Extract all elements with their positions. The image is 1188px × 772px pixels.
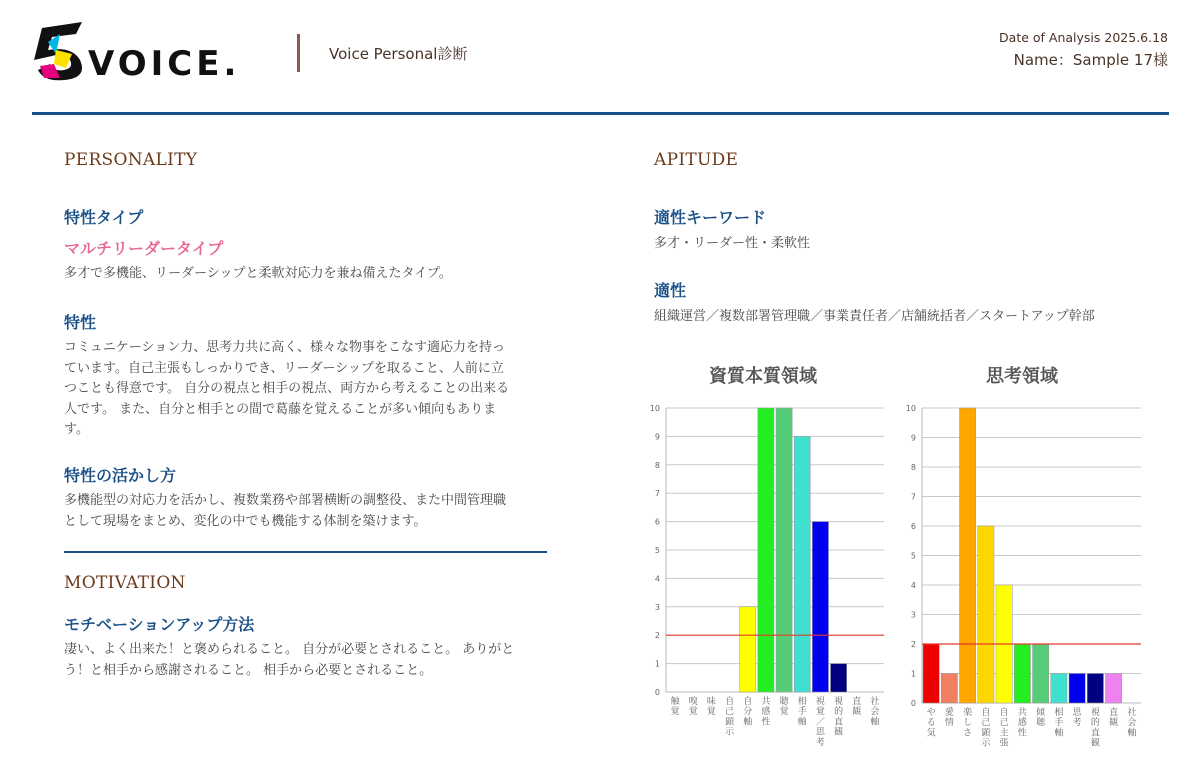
y-tick-label: 1 xyxy=(654,659,660,669)
bar-思考 xyxy=(1069,674,1085,704)
x-tick-label: 共感性 xyxy=(1017,708,1027,739)
bar-直観 xyxy=(1106,674,1122,704)
chart-2-title: 思考領域 xyxy=(986,366,1058,387)
y-tick-label: 9 xyxy=(910,433,916,443)
trait-type-name: マルチリーダータイプ xyxy=(64,239,224,258)
chart-1-title: 資質本質領域 xyxy=(709,366,817,387)
y-tick-label: 4 xyxy=(910,581,916,590)
essence-bar-chart xyxy=(640,395,890,760)
y-tick-label: 3 xyxy=(654,602,660,612)
header-divider xyxy=(297,34,300,72)
y-tick-label: 10 xyxy=(905,404,916,413)
aptitude-keyword-heading: 適性キーワード xyxy=(654,208,767,227)
aptitude-heading: 適性 xyxy=(654,281,687,300)
y-tick-label: 2 xyxy=(654,631,660,641)
y-tick-label: 6 xyxy=(910,522,916,531)
aptitude-keywords: 多才・リーダー性・柔軟性 xyxy=(654,236,811,251)
y-tick-label: 9 xyxy=(654,432,660,442)
report-subtitle: Voice Personal診断 xyxy=(329,45,468,63)
x-tick-label: 社会軸 xyxy=(1127,708,1137,739)
y-tick-label: 4 xyxy=(654,574,660,584)
bar-傾聴 xyxy=(1033,644,1049,703)
x-tick-label: 愛情 xyxy=(944,708,954,729)
x-tick-label: 社会軸 xyxy=(870,697,880,728)
x-tick-label: 嗅覚 xyxy=(688,697,698,718)
x-tick-label: 味覚 xyxy=(706,697,716,718)
x-tick-label: 視的直観 xyxy=(834,697,844,738)
brand-name: VOICE. xyxy=(88,44,241,84)
traits-use-heading: 特性の活かし方 xyxy=(64,466,177,485)
trait-type-heading: 特性タイプ xyxy=(64,208,144,227)
x-tick-label: 楽しさ xyxy=(963,708,973,739)
y-tick-label: 8 xyxy=(654,460,660,470)
traits-use-text: 多機能型の対応力を活かし、複数業務や部署横断の調整役、また中間管理職 として現場をまとめ、変化の中でも機能する体制を築けます。 xyxy=(64,493,507,529)
bar-視的直観 xyxy=(1087,674,1103,704)
x-tick-label: 聴覚 xyxy=(779,697,789,718)
motivation-text: 凄い、よく出来た！と褒められること。 自分が必要とされること。 ありがと う！と相手から感謝されること。 相手から必要とされること。 xyxy=(64,642,515,678)
bar-共感性 xyxy=(758,408,774,692)
bar-やる気 xyxy=(923,644,939,703)
y-tick-label: 2 xyxy=(910,640,916,649)
bar-楽しさ xyxy=(960,408,976,703)
y-tick-label: 7 xyxy=(654,489,660,499)
x-tick-label: 自己主張 xyxy=(999,708,1009,749)
y-tick-label: 8 xyxy=(910,463,916,472)
bar-自分軸 xyxy=(740,607,756,692)
bar-自己顕示 xyxy=(978,526,994,703)
bar-聴覚 xyxy=(776,408,792,692)
y-tick-label: 0 xyxy=(654,688,660,697)
motivation-title: MOTIVATION xyxy=(64,573,186,593)
y-tick-label: 5 xyxy=(910,551,916,561)
x-tick-label: 視覚／思考 xyxy=(815,697,825,748)
aptitude-roles: 組織運営／複数部署管理職／事業責任者／店舗統括者／スタートアップ幹部 xyxy=(654,309,1095,324)
x-tick-label: 共感性 xyxy=(761,697,771,728)
y-tick-label: 5 xyxy=(654,546,660,555)
aptitude-title: APITUDE xyxy=(654,150,739,170)
x-tick-label: 相手軸 xyxy=(1054,708,1064,739)
report-meta xyxy=(999,30,1168,70)
y-tick-label: 0 xyxy=(910,699,916,708)
y-tick-label: 6 xyxy=(654,517,660,527)
y-tick-label: 10 xyxy=(649,404,660,413)
bar-相手軸 xyxy=(794,436,810,692)
bar-愛情 xyxy=(941,674,957,704)
personality-title: PERSONALITY xyxy=(64,150,198,170)
bar-共感性 xyxy=(1014,644,1030,703)
y-tick-label: 7 xyxy=(910,492,916,502)
trait-type-description: 多才で多機能、リーダーシップと柔軟対応力を兼ね備えたタイプ。 xyxy=(64,266,452,281)
x-tick-label: 自己顕示 xyxy=(725,697,735,738)
x-tick-label: 直観 xyxy=(852,697,862,718)
x-tick-label: やる気 xyxy=(926,708,936,739)
bar-視的直観 xyxy=(831,664,847,692)
x-tick-label: 自己顕示 xyxy=(981,708,991,749)
y-tick-label: 3 xyxy=(910,610,916,620)
section-divider xyxy=(64,551,547,553)
bar-視覚／思考 xyxy=(812,522,828,692)
x-tick-label: 傾聴 xyxy=(1036,708,1046,729)
motivation-heading: モチベーションアップ方法 xyxy=(64,615,255,634)
client-name: Name：Sample 17様 xyxy=(1013,51,1168,69)
x-tick-label: 思考 xyxy=(1072,708,1082,729)
x-tick-label: 相手軸 xyxy=(797,697,807,728)
x-tick-label: 触覚 xyxy=(670,697,680,718)
traits-text: コミュニケーション力、思考力共に高く、様々な物事をこなす適応力を持っ ています。自己主張もしっかりでき、リーダーシップを取ること、人前に立 つことも得意です。 自分の視点と相手の視点、両方から考えることの出来る 人です。 また、自分と相手との間で葛藤を覚えることが多い傾向もありま す。 xyxy=(64,340,510,437)
x-tick-label: 視的直観 xyxy=(1090,708,1100,749)
bar-相手軸 xyxy=(1051,674,1067,704)
y-tick-label: 1 xyxy=(910,669,916,679)
analysis-date: Date of Analysis 2025.6.18 xyxy=(999,30,1168,45)
header-rule xyxy=(32,112,1169,115)
traits-heading: 特性 xyxy=(64,313,97,332)
x-tick-label: 自分軸 xyxy=(743,697,753,728)
x-tick-label: 直観 xyxy=(1109,708,1119,729)
thinking-bar-chart xyxy=(898,395,1148,760)
